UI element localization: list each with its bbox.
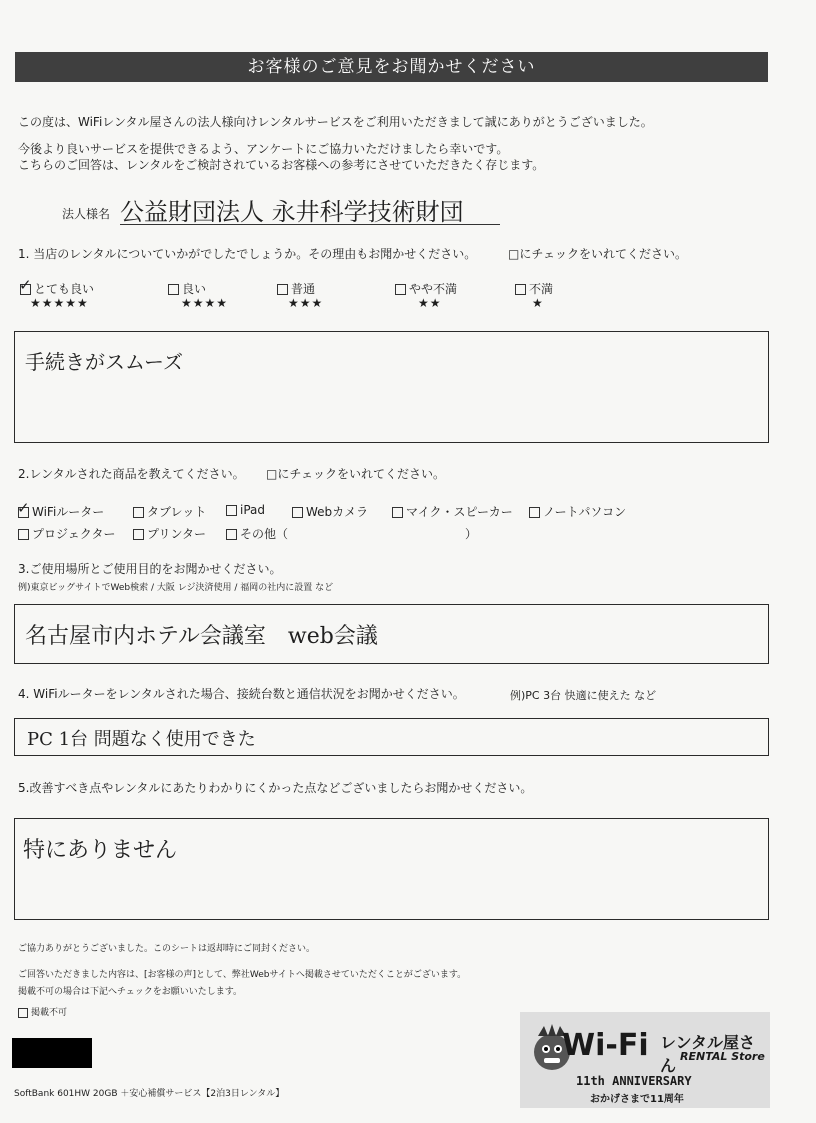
checkbox[interactable] [395,284,406,295]
q2-question: 2.レンタルされた商品を教えてください。 [18,467,245,481]
checkbox[interactable] [226,505,237,516]
logo-sub: RENTAL Store [680,1050,765,1063]
q1-option-dissatisfied[interactable]: 不満 [515,280,553,297]
rental-store-logo [520,1012,770,1108]
checkbox[interactable] [292,507,303,518]
five-stars-icon: ★★★★★ [30,296,89,310]
q2-option-projector[interactable]: プロジェクター [18,525,116,542]
q1-hint: □にチェックをいれてください。 [508,247,687,261]
q3-answer-text: 名古屋市内ホテル会議室 web会議 [25,624,378,649]
q2-option-ipad[interactable]: iPad [226,503,265,517]
q1-answer-text: 手続きがスムーズ [25,350,183,374]
checkbox[interactable] [133,507,144,518]
q1-answer-box[interactable] [14,331,769,443]
checkbox[interactable] [515,284,526,295]
q2-option-wifi-router[interactable]: ✓ WiFiルーター [17,499,105,519]
logo-thanks: おかげさまで11周年 [590,1094,684,1105]
q1-option-good[interactable]: 良い [168,280,206,297]
q5-answer-box[interactable] [14,818,769,920]
logo-name: レンタル屋さん [660,1033,755,1075]
q4-answer-box[interactable] [14,718,769,756]
footer-thanks: ご協力ありがとうございました。このシートは返却時にご同封ください。 [18,944,316,954]
checkbox[interactable] [168,284,179,295]
corp-name-field[interactable]: 公益財団法人 永井科学技術財団 [120,192,500,225]
no-publish-option[interactable]: 掲載不可 [18,1005,67,1018]
checkbox[interactable] [17,499,30,518]
checkbox[interactable] [18,529,29,540]
q3-question: 3.ご使用場所とご使用目的をお聞かせください。 [18,562,282,576]
checkbox[interactable] [392,507,403,518]
q4-example: 例)PC 3台 快適に使えた など [510,689,657,702]
one-star-icon: ★ [532,296,544,310]
checkbox[interactable] [19,276,32,295]
survey-title: お客様のご意見をお聞かせください [15,52,768,82]
q1-option-normal[interactable]: 普通 [277,280,315,297]
intro-line-1: この度は、WiFiレンタル屋さんの法人様向けレンタルサービスをご利用いただきまして誠にありがとうございました。 [18,115,653,129]
two-stars-icon: ★★ [418,296,442,310]
intro-line-3: こちらのご回答は、レンタルをご検討されているお客様への参考にさせていただきたく存じます。 [18,158,545,172]
logo-brand: Wi-Fi [562,1028,649,1063]
checkbox[interactable] [133,529,144,540]
intro-line-2: 今後より良いサービスを提供できるよう、アンケートにご協力いただけましたら幸いです。 [18,142,509,156]
q4-question: 4. WiFiルーターをレンタルされた場合、接続台数と通信状況をお聞かせください。 [18,687,465,701]
q2-option-mic-speaker[interactable]: マイク・スピーカー [392,503,513,520]
q5-answer-text: 特にありません [23,838,178,863]
checkmark-icon: ✓ [17,499,30,517]
q4-answer-text: PC 1台 問題なく使用できた [27,729,256,750]
checkbox[interactable] [529,507,540,518]
checkbox[interactable] [277,284,288,295]
q2-option-laptop[interactable]: ノートパソコン [529,503,626,520]
q5-question: 5.改善すべき点やレンタルにあたりわかりにくかった点などございましたらお聞かせください。 [18,781,533,795]
three-stars-icon: ★★★ [288,296,324,310]
four-stars-icon: ★★★★ [181,296,229,310]
q2-other-close: ） [465,527,478,541]
product-info: SoftBank 601HW 20GB ＋安心補償サービス【2泊3日レンタル】 [14,1089,285,1099]
q2-option-printer[interactable]: プリンター [133,525,206,542]
checkbox[interactable] [226,529,237,540]
q2-option-other[interactable]: その他（ [226,525,288,542]
q1-option-slightly-dissatisfied[interactable]: やや不満 [395,280,457,297]
q2-option-webcam[interactable]: Webカメラ [292,503,368,520]
checkmark-icon: ✓ [19,276,32,294]
footer-note-1: ご回答いただきました内容は、[お客様の声]として、弊社Webサイトへ掲載させていただくことがございます。 [18,970,467,980]
logo-anniversary: 11th ANNIVERSARY [576,1074,692,1088]
q1-option-very-good[interactable]: ✓ とても良い [19,276,95,296]
footer-note-2: 掲載不可の場合は下記へチェックをお願いいたします。 [18,987,243,997]
corp-label: 法人様名 [62,207,111,221]
redacted-block [12,1038,92,1068]
q3-answer-box[interactable] [14,604,769,664]
checkbox[interactable] [18,1008,28,1018]
q2-option-tablet[interactable]: タブレット [133,503,206,520]
q1-question: 1. 当店のレンタルについていかがでしたでしょうか。その理由もお聞かせください。 [18,247,477,261]
q2-hint: □にチェックをいれてください。 [266,467,445,481]
q3-example: 例)東京ビッグサイトでWeb検索 / 大阪 レジ決済使用 / 福岡の社内に設置 など [18,583,334,593]
